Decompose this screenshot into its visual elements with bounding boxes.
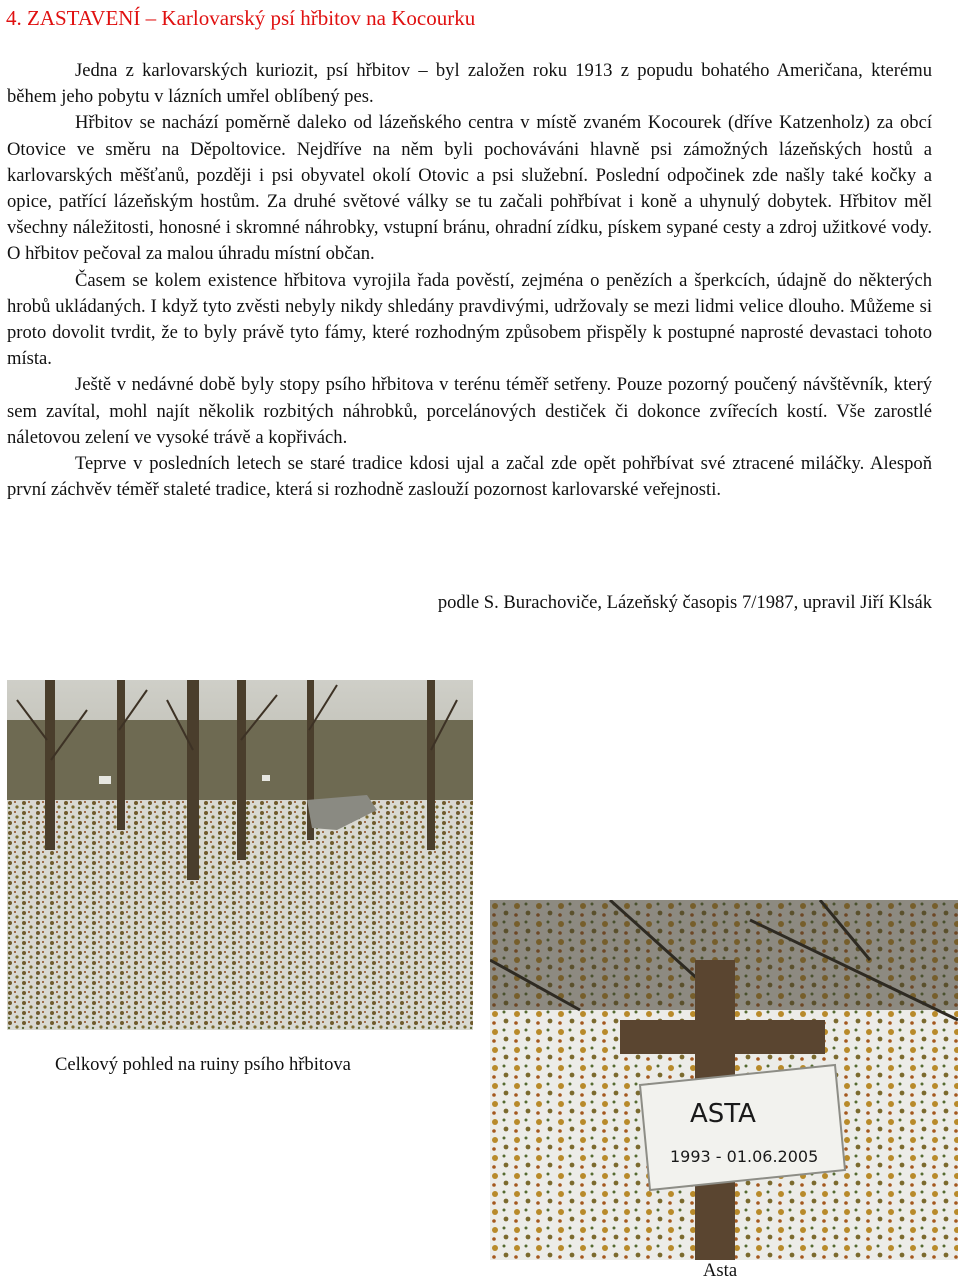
sign-name-text: ASTA	[690, 1099, 756, 1129]
paragraph: Teprve v posledních letech se staré tradice kdosi ujal a začal zde opět pohřbívat své ztracené miláčky. Alespoň první záchvěv téměř staleté tradice, která si rozhodně zaslouží pozornost karlovarské veřejnosti.	[7, 453, 932, 501]
photo-caption: Asta	[703, 1260, 738, 1281]
article-body	[7, 58, 932, 503]
paragraph: Časem se kolem existence hřbitova vyrojila řada pověstí, zejména o penězích a šperkcích, údajně do některých hrobů ukládaných. I když tyto zvěsti nebyly nikdy shledány pravdivými, udržovaly se mezi lidmi velice dlouho. Můžeme si proto dovolit tvrdit, že to byly právě tyto fámy, které rozhodným způsobem přispěly k postupné naprosté devastaci tohoto místa.	[7, 269, 932, 370]
source-attribution: podle S. Burachoviče, Lázeňský časopis 7/1987, upravil Jiří Klsák	[437, 592, 932, 613]
sign-dates-text: 1993 - 01.06.2005	[670, 1147, 819, 1166]
paragraph: Hřbitov se nachází poměrně daleko od lázeňského centra v místě zvaném Kocourek (dříve Katzenholz) za obcí Otovice ve směru na Děpoltovice. Nejdříve na něm byli pochováváni hlavně psi zámožných lázeňských hostů a karlovarských měšťanů, později i psi obyvatel okolí Otovic a psi služební. Poslední odpočinek zde našly také kočky a opice, patřící lázeňským hostům. Za druhé světové války se tu začali pohřbívat i koně a uhynulý dobytek. Hřbitov měl všechny náležitosti, honosné i skromné náhrobky, vstupní bránu, ohradní zídku, pískem sypané cesty a zdroj užitkové vody. O hřbitov pečoval za malou úhradu místní občan.	[7, 112, 932, 265]
asta-grave-photo	[490, 900, 958, 1260]
photo-caption: Celkový pohled na ruiny psího hřbitova	[55, 1054, 351, 1075]
page-title: 4. ZASTAVENÍ – Karlovarský psí hřbitov na Kocourku	[6, 6, 476, 30]
paragraph: Jedna z karlovarských kuriozit, psí hřbitov – byl založen roku 1913 z popudu bohatého Američana, kterému během jeho pobytu v lázních umřel oblíbený pes.	[7, 60, 932, 108]
cemetery-ruins-photo	[7, 680, 473, 1030]
paragraph: Ještě v nedávné době byly stopy psího hřbitova v terénu téměř setřeny. Pouze pozorný poučený návštěvník, který sem zavítal, mohl najít několik rozbitých náhrobků, porcelánových destiček či dokonce zvířecích kostí. Vše zarostlé náletovou zelení ve vysoké trávě a kopřivách.	[7, 374, 932, 448]
